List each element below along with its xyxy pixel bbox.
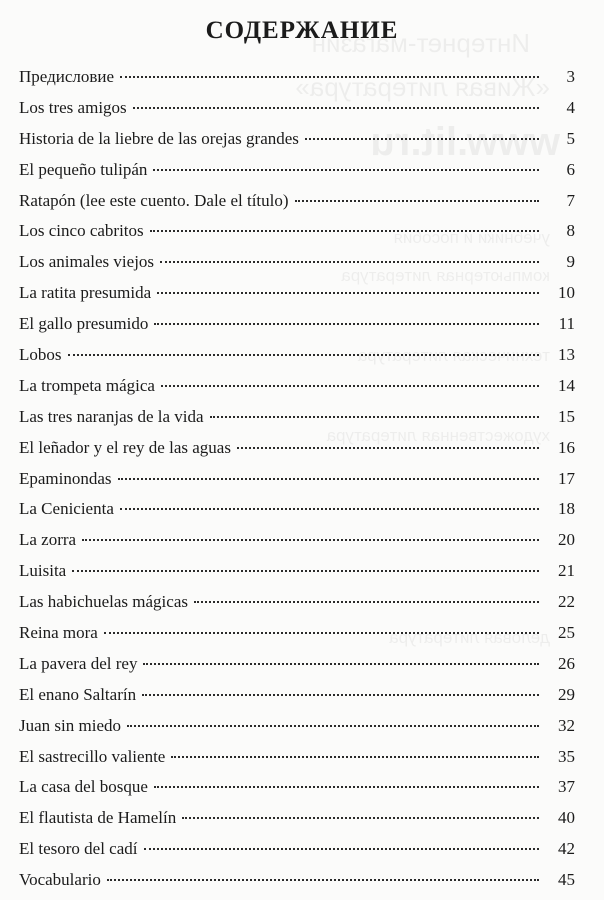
bleed-through-line: техническая литература [357, 346, 550, 365]
toc-entry-page-number: 37 [558, 777, 575, 797]
toc-entry [19, 186, 575, 217]
dot-leader [82, 539, 539, 541]
toc-entry-page-number: 20 [558, 530, 575, 550]
dot-leader [305, 138, 539, 140]
toc-entry-title: La pavera del rey [19, 653, 138, 673]
dot-leader [120, 76, 539, 78]
toc-entry-title: El pequeño tulipán [19, 159, 148, 179]
toc-entry-title: La zorra [19, 530, 77, 550]
dot-leader [295, 200, 539, 202]
toc-entry [19, 371, 575, 402]
toc-entry [19, 865, 575, 896]
dot-leader [104, 632, 539, 634]
toc-entry-title: Historia de la liebre de las orejas grandes [19, 128, 299, 148]
toc-entry [19, 124, 575, 155]
toc-entry [19, 309, 575, 340]
toc-entry-title: Los tres amigos [19, 97, 127, 117]
toc-entry [19, 433, 575, 464]
toc-entry-page-number: 8 [566, 221, 575, 241]
toc-entry-page-number: 5 [566, 128, 575, 148]
toc-entry-title: La ratita presumida [19, 283, 152, 303]
table-of-contents [19, 62, 575, 896]
dot-leader [133, 107, 539, 109]
dot-leader [142, 694, 539, 696]
dot-leader [107, 879, 539, 881]
bleed-through-line: «Живая литература» [295, 72, 550, 102]
toc-entry-title: El tesoro del cadí [19, 839, 138, 859]
toc-entry-title: El flautista de Hamelín [19, 808, 177, 828]
toc-entry-title: El leñador y el rey de las aguas [19, 437, 231, 457]
dot-leader [154, 323, 539, 325]
bleed-through-line: www.lit.ru [370, 120, 560, 164]
toc-entry-page-number: 15 [558, 406, 575, 426]
toc-entry-page-number: 11 [558, 314, 575, 334]
toc-entry-title: El enano Saltarín [19, 684, 137, 704]
toc-entry-title: Ratapón (lee este cuento. Dale el título) [19, 190, 289, 210]
toc-entry-title: El sastrecillo valiente [19, 746, 166, 766]
toc-entry [19, 587, 575, 618]
toc-entry-page-number: 9 [566, 252, 575, 272]
toc-entry [19, 803, 575, 834]
bleed-through-line: компьютерная литература [341, 266, 550, 285]
toc-entry-page-number: 14 [558, 375, 575, 395]
toc-entry [19, 155, 575, 186]
toc-entry-title: Luisita [19, 561, 67, 581]
toc-entry-title: Lobos [19, 345, 62, 365]
toc-entry-title: La casa del bosque [19, 777, 148, 797]
toc-entry-title: Los cinco cabritos [19, 221, 144, 241]
dot-leader [157, 292, 539, 294]
toc-entry-page-number: 25 [558, 623, 575, 643]
toc-entry [19, 93, 575, 124]
toc-entry-page-number: 21 [558, 561, 575, 581]
toc-entry-page-number: 17 [558, 468, 575, 488]
toc-entry-title: Vocabulario [19, 870, 101, 890]
dot-leader [72, 570, 539, 572]
toc-entry [19, 556, 575, 587]
dot-leader [210, 416, 539, 418]
dot-leader [161, 385, 539, 387]
dot-leader [143, 663, 539, 665]
toc-entry [19, 711, 575, 742]
toc-entry-page-number: 4 [566, 97, 575, 117]
toc-entry-title: Los animales viejos [19, 252, 155, 272]
bleed-through-line: Интернет-магазин [311, 28, 530, 58]
dot-leader [153, 169, 539, 171]
dot-leader [150, 230, 539, 232]
toc-entry-title: Epaminondas [19, 468, 112, 488]
toc-entry-title: La Cenicienta [19, 499, 114, 519]
toc-entry-title: Las tres naranjas de la vida [19, 406, 204, 426]
toc-entry-page-number: 22 [558, 592, 575, 612]
toc-entry-page-number: 6 [566, 159, 575, 179]
toc-entry [19, 62, 575, 93]
toc-entry-title: La trompeta mágica [19, 375, 155, 395]
toc-entry [19, 525, 575, 556]
dot-leader [144, 848, 540, 850]
dot-leader [194, 601, 539, 603]
toc-entry [19, 247, 575, 278]
toc-entry [19, 649, 575, 680]
toc-entry-page-number: 32 [558, 715, 575, 735]
toc-entry-page-number: 40 [558, 808, 575, 828]
toc-entry-title: Reina mora [19, 623, 98, 643]
toc-entry-page-number: 26 [558, 653, 575, 673]
dot-leader [154, 786, 539, 788]
toc-entry [19, 464, 575, 495]
dot-leader [160, 261, 539, 263]
toc-entry-page-number: 7 [566, 190, 575, 210]
toc-entry-page-number: 16 [558, 437, 575, 457]
toc-entry [19, 834, 575, 865]
toc-entry [19, 772, 575, 803]
toc-entry [19, 216, 575, 247]
dot-leader [237, 447, 539, 449]
toc-entry-page-number: 13 [558, 345, 575, 365]
toc-entry-title: Las habichuelas mágicas [19, 592, 188, 612]
dot-leader [68, 354, 540, 356]
toc-entry-page-number: 35 [558, 746, 575, 766]
toc-entry-title: Juan sin miedo [19, 715, 121, 735]
toc-entry [19, 742, 575, 773]
dot-leader [120, 508, 539, 510]
dot-leader [118, 478, 539, 480]
toc-entry [19, 278, 575, 309]
bleed-through-line: деловая литература [389, 628, 550, 647]
toc-entry-page-number: 45 [558, 870, 575, 890]
toc-entry [19, 680, 575, 711]
toc-entry-page-number: 29 [558, 684, 575, 704]
toc-entry [19, 402, 575, 433]
dot-leader [171, 756, 539, 758]
toc-entry-page-number: 3 [566, 67, 575, 86]
toc-entry-page-number: 10 [558, 283, 575, 303]
toc-entry-title: Предисловие [19, 67, 115, 86]
dot-leader [182, 817, 539, 819]
dot-leader [127, 725, 539, 727]
toc-entry-page-number: 18 [558, 499, 575, 519]
toc-entry-title: El gallo presumido [19, 314, 149, 334]
toc-entry [19, 494, 575, 525]
bleed-through-line: художественная литература [326, 426, 550, 445]
page-title: СОДЕРЖАНИЕ [205, 17, 399, 44]
bleed-through-line: учебники и пособия [393, 228, 550, 247]
toc-entry-page-number: 42 [558, 839, 575, 859]
toc-entry [19, 618, 575, 649]
toc-entry [19, 340, 575, 371]
